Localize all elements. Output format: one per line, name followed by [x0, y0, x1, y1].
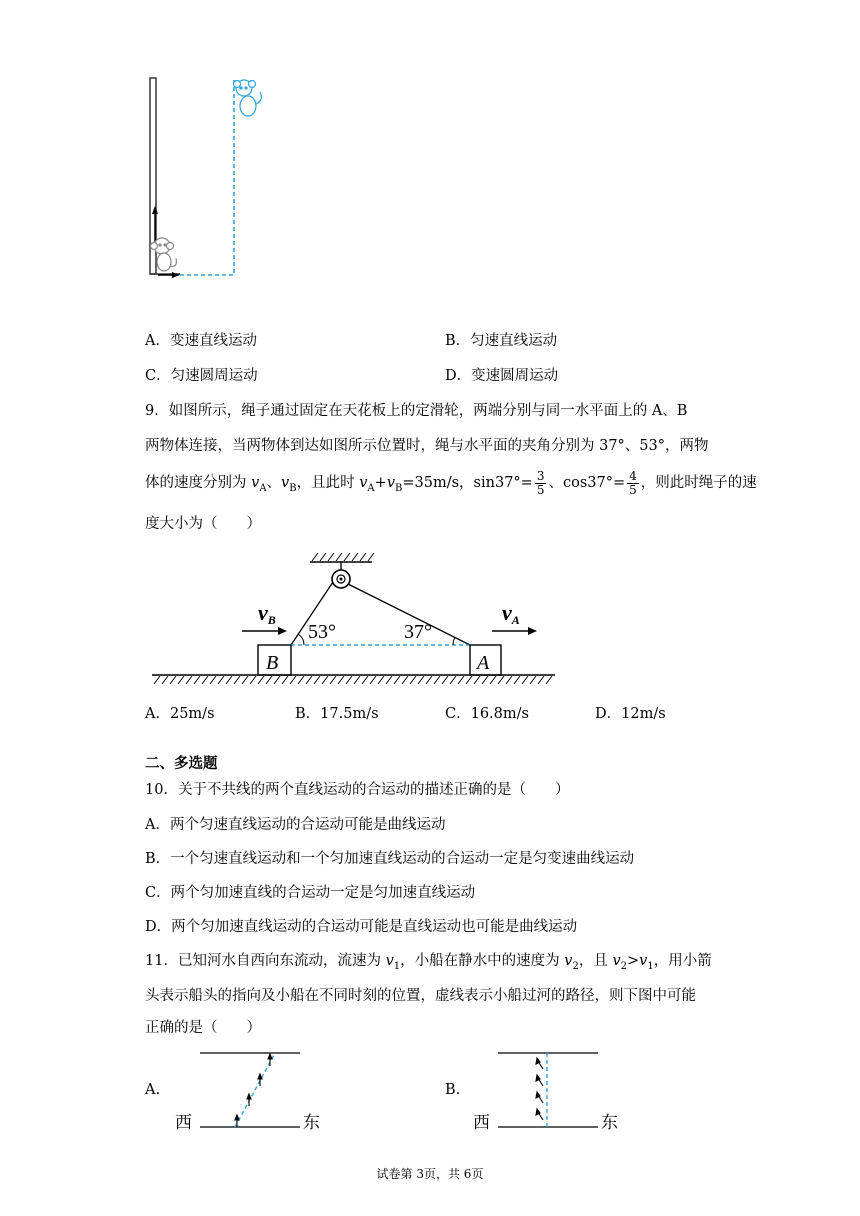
q9-stem-line3: 体的速度分别为 $v_A$、$v_B$，且此时 $v_A+v_B=35m/s$，sin37°= $\frac{3}{5}$ 、cos37°= $\frac{4}{5}$ ，则此时绳子的速 [145, 468, 757, 497]
q10-option-b[interactable]: B．一个匀速直线运动和一个匀加速直线运动的合运动一定是匀变速曲线运动 [145, 851, 635, 867]
option-label: D． [445, 368, 472, 384]
fig-a-east: 东 [303, 1113, 320, 1133]
ground-hatch-line [194, 676, 200, 684]
ground-hatch-line [154, 676, 160, 684]
option-text: 匀速直线运动 [470, 333, 558, 349]
ground-hatch-line [290, 676, 296, 684]
dashed-path [180, 78, 234, 275]
ground-hatch-line [546, 676, 552, 684]
q8-option-d[interactable] [445, 366, 558, 386]
ground-hatch-line [346, 676, 352, 684]
q9-stem-line2: 两物体连接，当两物体到达如图所示位置时，绳与水平面的夹角分别为 37°、53°，两物 [145, 438, 709, 454]
q8-option-c[interactable] [145, 366, 258, 386]
q10-option-c[interactable]: C．两个匀加速直线的合运动一定是匀加速直线运动 [145, 885, 476, 901]
option-text: 变速直线运动 [169, 333, 257, 349]
fraction-3-5: $\frac{3}{5}$ [536, 468, 545, 497]
ground-hatch-line [514, 676, 520, 684]
option-label: B． [445, 333, 471, 349]
q10-option-a[interactable]: A．两个匀速直线运动的合运动可能是曲线运动 [145, 817, 446, 833]
ground-hatch-line [410, 676, 416, 684]
ground-hatch-line [386, 676, 392, 684]
q11-fig-a-label[interactable]: A. [145, 1082, 161, 1098]
ground-hatch-line [298, 676, 304, 684]
ground-hatch-line [330, 676, 336, 684]
monkey-wall-figure [140, 70, 280, 290]
ground-hatch-line [530, 676, 536, 684]
fig-b-east: 东 [601, 1113, 618, 1133]
vb-label: vB [258, 600, 276, 627]
pulley-figure [150, 548, 560, 690]
ground-hatch-line [522, 676, 528, 684]
ground-hatch-line [186, 676, 192, 684]
fig-b-west: 西 [473, 1113, 490, 1133]
page-footer: 试卷第 3页，共 6页 [376, 1167, 484, 1181]
q9-stem-line4: 度大小为（ ） [145, 516, 261, 532]
monkey-bottom-icon [151, 238, 177, 271]
ground-hatch-line [170, 676, 176, 684]
ground-hatch-line [482, 676, 488, 684]
ground-hatch-line [322, 676, 328, 684]
ground-hatch-line [354, 676, 360, 684]
ground-hatch-line [274, 676, 280, 684]
ground-hatch-line [466, 676, 472, 684]
ground-hatch-line [314, 676, 320, 684]
river-figure-b [493, 1048, 603, 1130]
q9-option-c[interactable]: C．16.8m/s [445, 706, 529, 722]
ground-hatch-line [458, 676, 464, 684]
q11-fig-b-label[interactable]: B. [445, 1082, 461, 1098]
ground-hatch-line [378, 676, 384, 684]
ground-hatch-line [210, 676, 216, 684]
option-text: 变速圆周运动 [471, 368, 559, 384]
ground-hatch-line [394, 676, 400, 684]
option-label: A． [145, 333, 170, 349]
ground-hatch-line [266, 676, 272, 684]
q8-option-a[interactable] [145, 331, 257, 351]
ground-hatch-line [362, 676, 368, 684]
q11-stem-line2: 头表示船头的指向及小船在不同时刻的位置，虚线表示小船过河的路径，则下图中可能 [145, 988, 696, 1004]
ground-hatch-line [306, 676, 312, 684]
ground-hatch-line [202, 676, 208, 684]
q9-option-b[interactable]: B．17.5m/s [295, 706, 379, 722]
ground-hatch-line [242, 676, 248, 684]
ground-hatch-line [498, 676, 504, 684]
q11-stem-line1: 11．已知河水自西向东流动，流速为 $v_1$，小船在静水中的速度为 $v_2$，且 $v_2>v_1$，用小箭 [145, 953, 712, 972]
q9-option-a[interactable]: A．25m/s [145, 706, 215, 722]
block-a-label: A [477, 652, 490, 674]
angle-53-label: 53° [308, 621, 336, 643]
section-title: 二、多选题 [145, 756, 218, 772]
ground-hatch-line [162, 676, 168, 684]
ground-hatch-line [226, 676, 232, 684]
ground-hatch-line [370, 676, 376, 684]
fig-a-west: 西 [175, 1113, 192, 1133]
ground-hatch-line [538, 676, 544, 684]
fraction-4-5: $\frac{4}{5}$ [629, 468, 637, 497]
ground-hatch-line [426, 676, 432, 684]
q10-stem: 10．关于不共线的两个直线运动的合运动的描述正确的是（ ） [145, 782, 570, 798]
ground-hatch-line [418, 676, 424, 684]
block-b-label: B [266, 652, 279, 674]
q9-stem-line1: 9．如图所示，绳子通过固定在天花板上的定滑轮，两端分别与同一水平面上的 A、B [145, 403, 688, 419]
ground-hatch-line [402, 676, 408, 684]
ground-hatch-line [218, 676, 224, 684]
ground-hatch-line [250, 676, 256, 684]
ground-hatch-line [490, 676, 496, 684]
monkey-top-icon [234, 80, 262, 116]
q9-option-d[interactable]: D．12m/s [595, 706, 666, 722]
option-label: C． [145, 368, 171, 384]
ground-hatch-line [506, 676, 512, 684]
q10-option-d[interactable]: D．两个匀加速直线运动的合运动可能是直线运动也可能是曲线运动 [145, 919, 578, 935]
ground-hatch-line [178, 676, 184, 684]
option-text: 匀速圆周运动 [170, 368, 258, 384]
ground-hatch-line [450, 676, 456, 684]
ground-hatch-line [442, 676, 448, 684]
ground-hatch-line [282, 676, 288, 684]
q8-option-b[interactable] [445, 331, 557, 351]
angle-37-label: 37° [404, 621, 432, 643]
va-label: vA [502, 600, 520, 627]
ground-hatch-line [338, 676, 344, 684]
ground-hatch-line [474, 676, 480, 684]
river-figure-a [195, 1048, 305, 1130]
q11-stem-line3: 正确的是（ ） [145, 1020, 261, 1036]
ground-hatch-line [434, 676, 440, 684]
ground-hatch-line [258, 676, 264, 684]
ground-hatch-line [234, 676, 240, 684]
